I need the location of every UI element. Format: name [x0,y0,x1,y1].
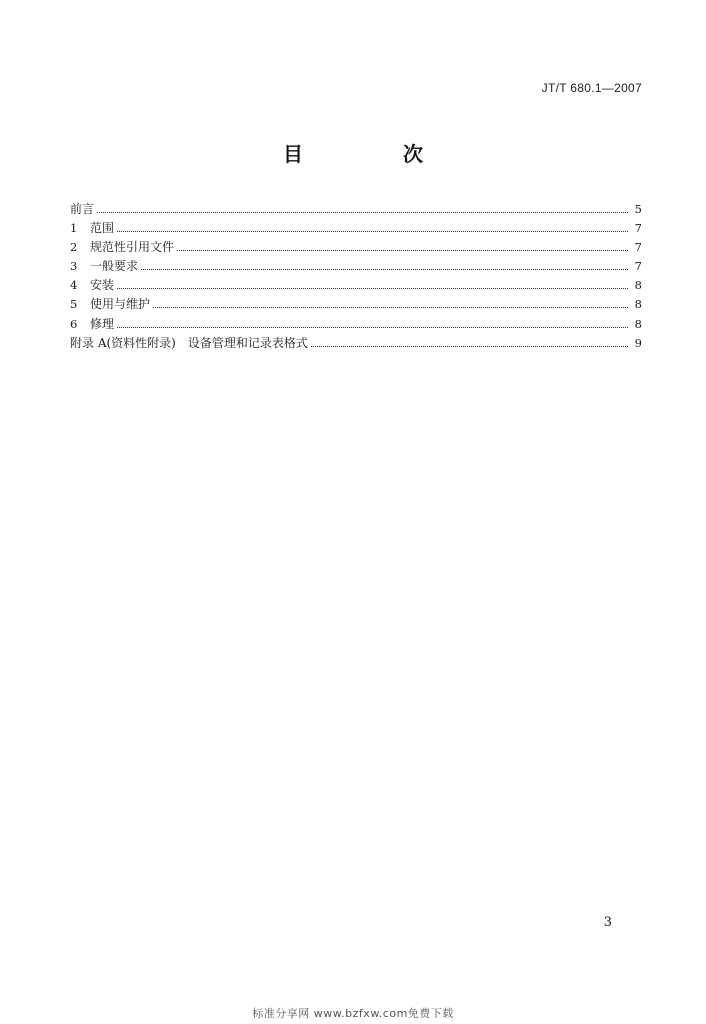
toc-entry-label: 一般要求 [90,259,139,274]
toc-entry-page: 9 [634,335,642,350]
page-number: 3 [603,915,612,930]
toc-entry-label: 规范性引用文件 [90,240,175,255]
toc-entry[interactable] [70,257,642,276]
toc-entry-number: 2 [70,240,78,255]
toc-entry-page: 8 [634,278,642,293]
toc-leader-dots [117,288,628,289]
toc-entry-page: 7 [634,240,642,255]
table-of-contents [70,200,642,353]
toc-entry-number: 1 [70,221,78,236]
toc-entry-label: 前言 [70,202,95,216]
toc-entry[interactable] [70,238,642,257]
toc-entry-number: 5 [70,297,78,312]
watermark-text: 标准分享网 www.bzfxw.com免费下载 [252,1007,454,1020]
toc-entry[interactable] [70,295,642,314]
toc-entry-page: 8 [634,297,642,312]
toc-entry-number: 4 [70,278,78,293]
toc-entry[interactable] [70,334,642,353]
toc-leader-dots [117,231,628,232]
toc-entry[interactable] [70,315,642,334]
toc-entry-page: 5 [634,202,642,216]
toc-entry-label: 使用与维护 [90,297,151,312]
toc-leader-dots [97,212,628,213]
toc-entry[interactable] [70,219,642,238]
toc-entry[interactable] [70,276,642,295]
toc-entry-number: 6 [70,316,78,331]
toc-entry-number: 3 [70,259,78,274]
toc-entry-label: 修理 [90,316,115,331]
toc-entry-page: 8 [634,316,642,331]
toc-entry-page: 7 [634,221,642,236]
toc-leader-dots [311,346,628,347]
page-title: 目 次 [283,142,463,166]
toc-leader-dots [117,327,628,328]
toc-entry-label: 附录 A(资料性附录) 设备管理和记录表格式 [70,335,308,350]
toc-entry[interactable] [70,200,642,219]
toc-entry-page: 7 [634,259,642,274]
toc-leader-dots [141,269,628,270]
toc-leader-dots [153,307,628,308]
toc-leader-dots [177,250,628,251]
standard-code: JT/T 680.1—2007 [541,81,642,95]
toc-entry-label: 安装 [90,278,115,293]
toc-entry-label: 范围 [90,221,115,236]
